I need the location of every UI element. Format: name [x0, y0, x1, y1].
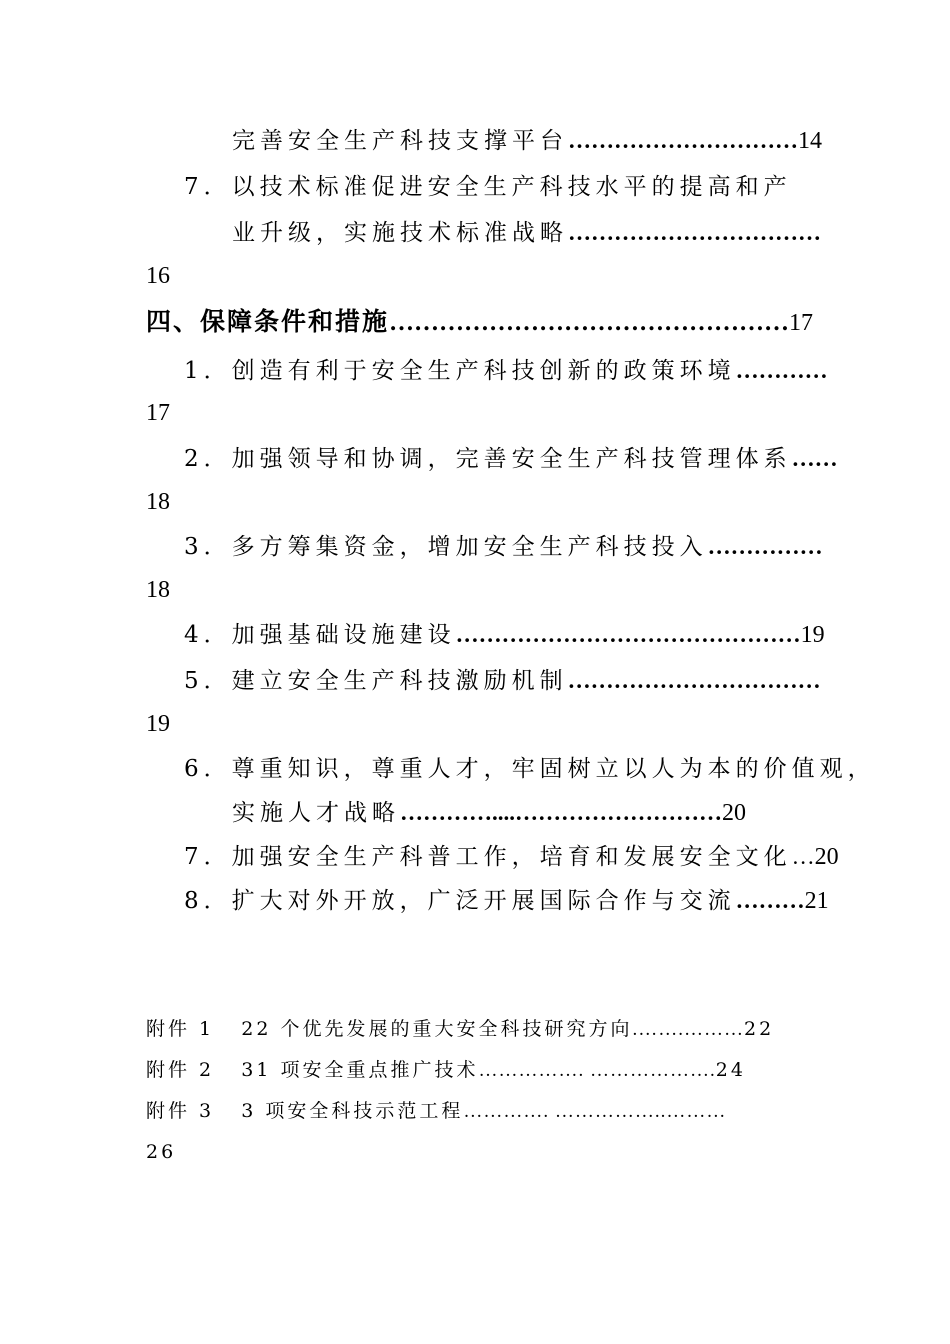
page-number: 19 — [800, 622, 825, 648]
toc-entry: 7．以技术标准促进安全生产科技水平的提高和产 — [184, 174, 792, 200]
toc-entry: 3．多方筹集资金，增加安全生产科技投入…………… — [184, 534, 823, 560]
toc-entry-continuation: 实施人才战略…………....………………………20 — [232, 800, 746, 826]
page-number-wrapped: 18 — [146, 577, 170, 603]
annex-label: 附件 2 — [146, 1059, 215, 1081]
toc-section-heading: 四、保障条件和措施…………………………………………17 — [146, 307, 814, 336]
page-number: 14 — [798, 128, 822, 154]
page-number-wrapped: 16 — [146, 263, 170, 289]
page-number: 21 — [804, 888, 829, 914]
annex-entry: 附件 1 22 个优先发展的重大安全科技研究方向.…….………22 — [146, 1018, 775, 1040]
toc-entry: 7．加强安全生产科普工作，培育和发展安全文化…20 — [184, 844, 839, 870]
page-number: 20 — [722, 800, 746, 826]
page-number: 17 — [789, 310, 814, 336]
page-number-wrapped: 19 — [146, 711, 170, 737]
toc-entry: 8．扩大对外开放，广泛开展国际合作与交流………21 — [184, 888, 829, 914]
toc-entry: 4．加强基础设施建设………………………………………19 — [184, 622, 825, 648]
toc-entry: 5．建立安全生产科技激励机制…………………………… — [184, 668, 821, 694]
page-number: 20 — [814, 844, 839, 870]
toc-entry-continuation: 业升级，实施技术标准战略…………………………… — [232, 220, 821, 246]
annex-title: 31 项安全重点推广技术 — [241, 1059, 479, 1081]
toc-entry: 6．尊重知识，尊重人才，牢固树立以人为本的价值观， — [184, 756, 876, 782]
page-number: 22 — [743, 1018, 775, 1040]
toc-entry-continuation: 完善安全生产科技支撑平台…………………………14 — [232, 128, 822, 154]
annex-entry: 附件 2 31 项安全重点推广技术……………. ……………….24 — [146, 1059, 746, 1081]
page-number-wrapped: 26 — [146, 1141, 177, 1163]
toc-entry: 2．加强领导和协调，完善安全生产科技管理体系…… — [184, 446, 838, 472]
toc-entry: 1．创造有利于安全生产科技创新的政策环境………… — [184, 358, 828, 384]
page-number-wrapped: 18 — [146, 489, 170, 515]
page-number: 24 — [715, 1059, 746, 1081]
annex-label: 附件 3 — [146, 1100, 215, 1122]
annex-title: 3 项安全科技示范工程 — [241, 1100, 464, 1122]
annex-title: 22 个优先发展的重大安全科技研究方向 — [241, 1018, 633, 1040]
page-number-wrapped: 17 — [146, 400, 170, 426]
annex-label: 附件 1 — [146, 1018, 215, 1040]
annex-entry: 附件 3 3 项安全科技示范工程…………. ……………..……… — [146, 1100, 727, 1122]
